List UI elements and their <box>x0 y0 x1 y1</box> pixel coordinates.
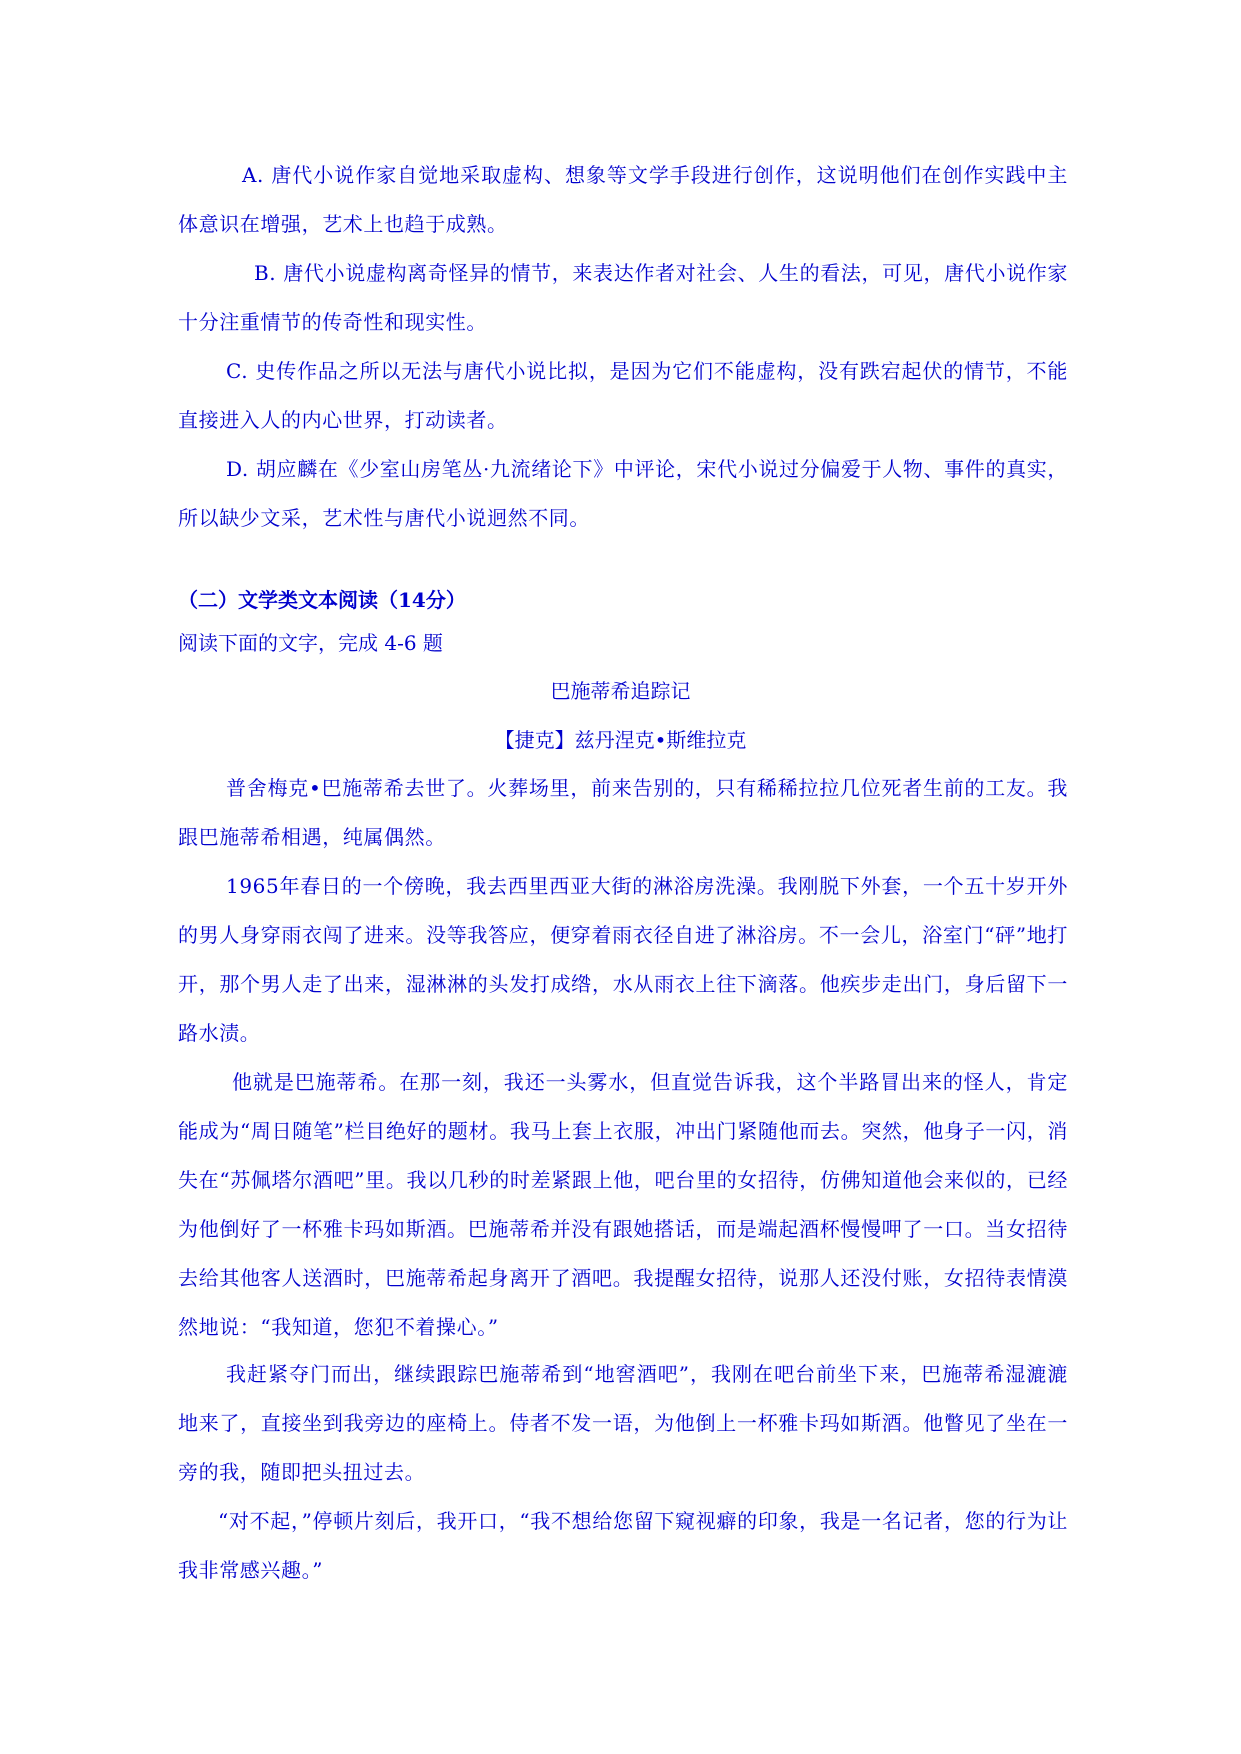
section-instruction: 阅读下面的文字，完成 4-6 题 <box>178 631 443 655</box>
option-c: C. 史传作品之所以无法与唐代小说比拟，是因为它们不能虚构，没有跌宕起伏的情节，不能直接进入人的内心世界，打动读者。 <box>178 359 1068 432</box>
option-d: D. 胡应麟在《少室山房笔丛·九流绪论下》中评论，宋代小说过分偏爱于人物、事件的真实，所以缺少文采，艺术性与唐代小说迥然不同。 <box>178 457 1068 530</box>
story-author: 【捷克】兹丹涅克•斯维拉克 <box>494 728 747 752</box>
story-paragraph: “对不起，”停顿片刻后，我开口，“我不想给您留下窥视癖的印象，我是一名记者，您的行为让我非常感兴趣。” <box>178 1509 1068 1582</box>
story-paragraph: 他就是巴施蒂希。在那一刻，我还一头雾水，但直觉告诉我，这个半路冒出来的怪人，肯定能成为“周日随笔”栏目绝好的题材。我马上套上衣服，冲出门紧随他而去。突然，他身子一闪，消失在“苏佩塔尔酒吧”里。我以几秒的时差紧跟上他，吧台里的女招待，仿佛知道他会来似的，已经为他倒好了一杯雅卡玛如斯酒。巴施蒂希并没有跟她搭话，而是端起酒杯慢慢呷了一口。当女招待去给其他客人送酒时，巴施蒂希起身离开了酒吧。我提醒女招待，说那人还没付账，女招待表情漠然地说：“我知道，您犯不着操心。” <box>178 1070 1068 1339</box>
story-paragraph: 1965年春日的一个傍晚，我去西里西亚大街的淋浴房洗澡。我刚脱下外套，一个五十岁开外的男人身穿雨衣闯了进来。没等我答应，便穿着雨衣径自进了淋浴房。不一会儿，浴室门“砰”地打开，那个男人走了出来，湿淋淋的头发打成绺，水从雨衣上往下滴落。他疾步走出门，身后留下一路水渍。 <box>178 874 1068 1045</box>
story-paragraph: 普舍梅克•巴施蒂希去世了。火葬场里，前来告别的，只有稀稀拉拉几位死者生前的工友。我跟巴施蒂希相遇，纯属偶然。 <box>178 776 1068 849</box>
section-heading: （二）文学类文本阅读（14分） <box>178 588 466 612</box>
option-a: A. 唐代小说作家自觉地采取虚构、想象等文学手段进行创作，这说明他们在创作实践中主体意识在增强，艺术上也趋于成熟。 <box>178 163 1068 236</box>
option-b: B. 唐代小说虚构离奇怪异的情节，来表达作者对社会、人生的看法，可见，唐代小说作家十分注重情节的传奇性和现实性。 <box>178 261 1068 334</box>
story-title: 巴施蒂希追踪记 <box>550 679 691 703</box>
story-paragraph: 我赶紧夺门而出，继续跟踪巴施蒂希到“地窖酒吧”，我刚在吧台前坐下来，巴施蒂希湿漉漉地来了，直接坐到我旁边的座椅上。侍者不发一语，为他倒上一杯雅卡玛如斯酒。他瞥见了坐在一旁的我，随即把头扭过去。 <box>178 1362 1068 1484</box>
